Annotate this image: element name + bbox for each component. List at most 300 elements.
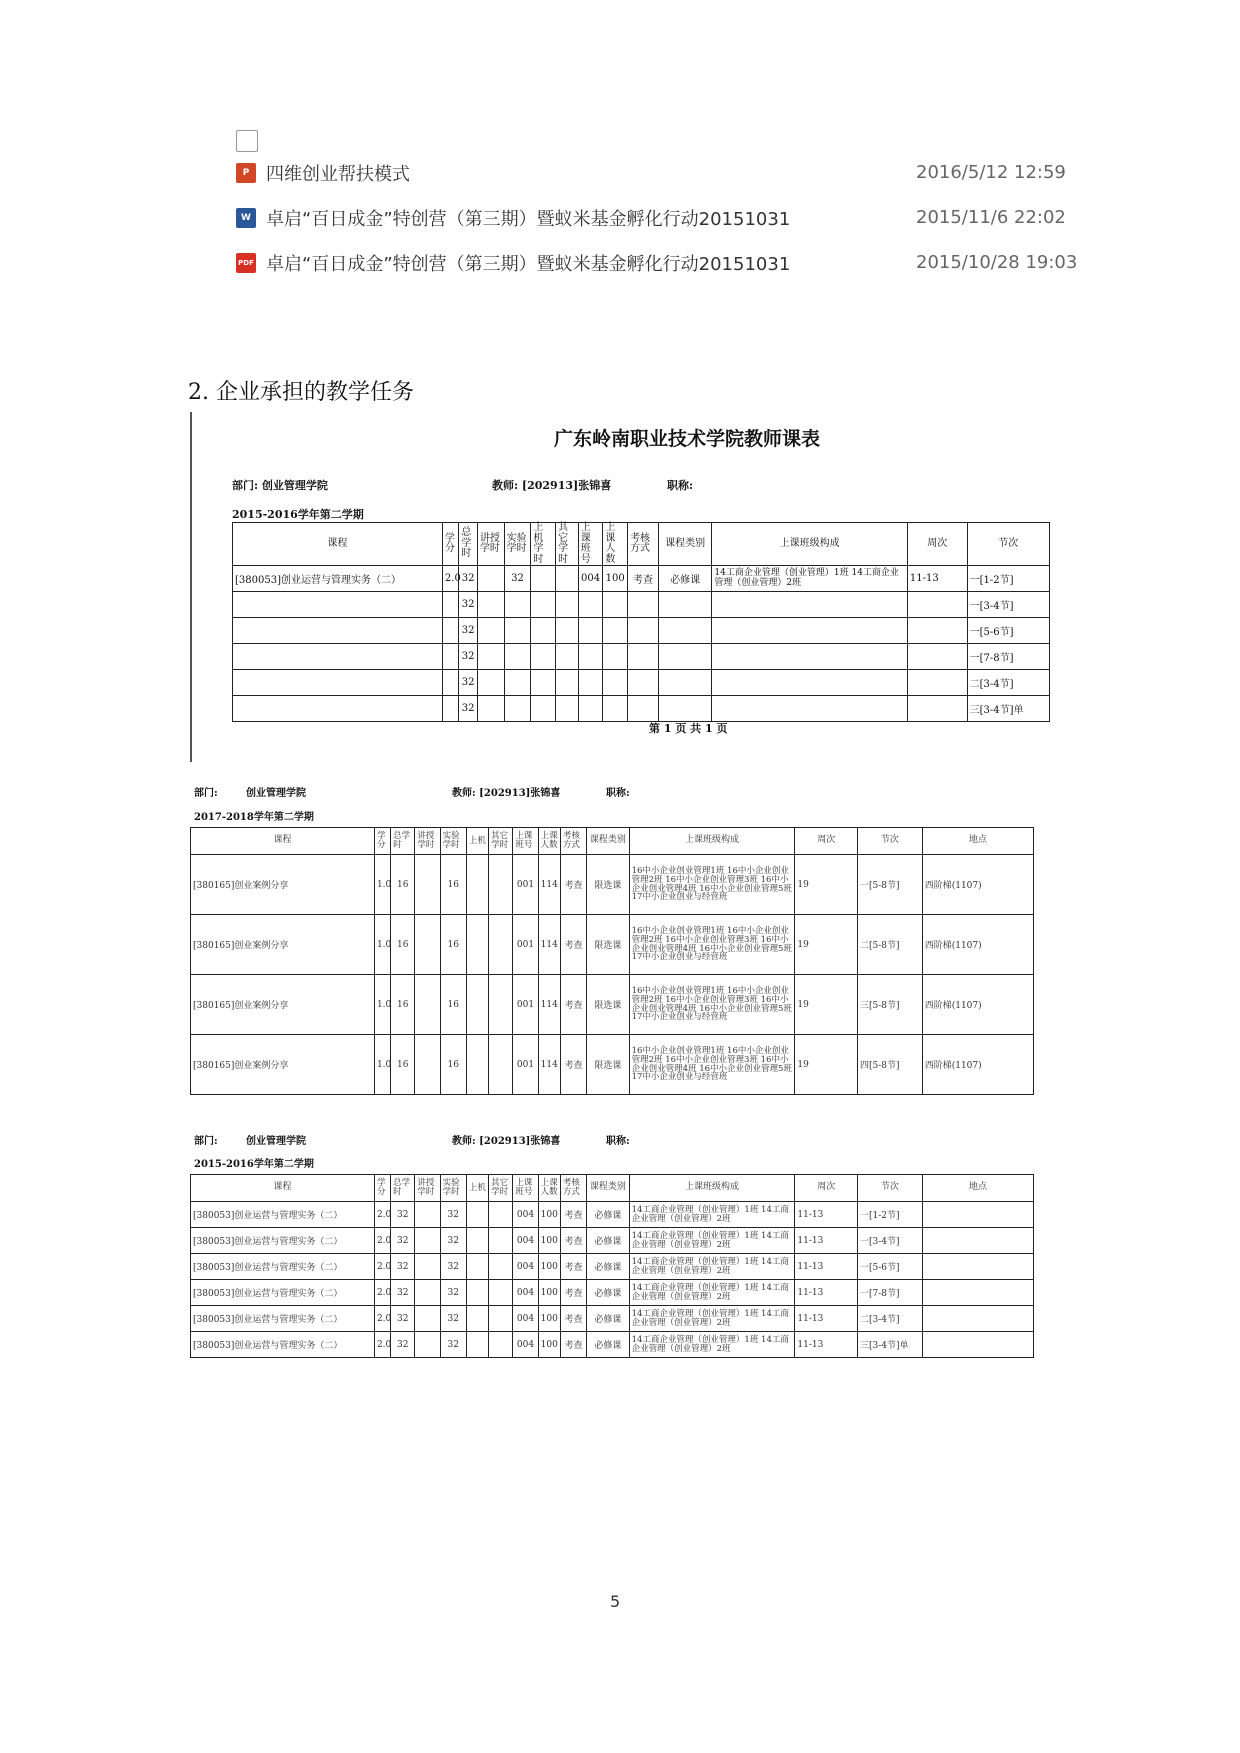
table-cell (531, 696, 556, 722)
term-label: 2017-2018学年第二学期 (194, 812, 314, 823)
column-header: 课程 (191, 828, 375, 855)
table-cell: 16 (391, 855, 415, 915)
schedule-table (190, 827, 1034, 1095)
table-row (191, 975, 1034, 1035)
table-cell: 14工商企业管理（创业管理）1班 14工商企业管理（创业管理）2班 (629, 1332, 795, 1358)
table-cell (415, 1254, 440, 1280)
column-header: 周次 (907, 523, 967, 566)
table-cell: 32 (440, 1332, 466, 1358)
table-cell (603, 644, 628, 670)
column-header: 上课班号 (578, 523, 603, 566)
table-cell: 32 (459, 670, 478, 696)
column-header: 上课班级构成 (712, 523, 908, 566)
column-header: 其它学时 (556, 523, 579, 566)
table-row (191, 1332, 1034, 1358)
table-row (191, 1280, 1034, 1306)
word-file-icon: W (236, 208, 256, 228)
table-cell (504, 670, 531, 696)
column-header: 实验学时 (504, 523, 531, 566)
table-cell (233, 696, 443, 722)
table-cell: 一[3-4节] (858, 1228, 923, 1254)
table-cell (489, 1332, 513, 1358)
table-cell (233, 592, 443, 618)
table-cell: 一[1-2节] (967, 566, 1049, 592)
table-cell (922, 1332, 1033, 1358)
department-label: 部门: (194, 788, 218, 799)
table-cell (922, 1306, 1033, 1332)
file-name: 卓启“百日成金”特创营（第三期）暨蚁米基金孵化行动20151031 (266, 253, 791, 275)
table-cell (466, 1280, 488, 1306)
table-cell (466, 855, 488, 915)
table-cell (556, 618, 579, 644)
table-cell (489, 1254, 513, 1280)
table-cell (466, 1306, 488, 1332)
file-name: 卓启“百日成金”特创营（第三期）暨蚁米基金孵化行动20151031 (266, 208, 791, 230)
column-header: 课程 (233, 523, 443, 566)
table-row (233, 566, 1050, 592)
column-header: 讲授学时 (477, 523, 504, 566)
column-header: 总学时 (391, 828, 415, 855)
position-label: 职称: (667, 479, 694, 492)
table-row (233, 670, 1050, 696)
generic-file-icon (236, 130, 258, 152)
table-cell: 19 (795, 975, 858, 1035)
column-header: 讲授学时 (415, 828, 440, 855)
table-cell: 16中小企业创业管理1班 16中小企业创业管理2班 16中小企业创业管理3班 16中小企业创业管理4班 16中小企业创业管理5班 17中小企业创业与经营班 (629, 855, 795, 915)
table-cell: 1.0 (374, 1035, 390, 1095)
table-cell: 19 (795, 1035, 858, 1095)
table-row (233, 592, 1050, 618)
table-row (233, 696, 1050, 722)
teacher-label: 教师: [202913]张锦喜 (452, 1136, 561, 1147)
table-cell: 11-13 (795, 1202, 858, 1228)
table-cell (466, 975, 488, 1035)
table-row (191, 1306, 1034, 1332)
table-cell (578, 670, 603, 696)
table-cell (922, 1254, 1033, 1280)
column-header: 学分 (374, 828, 390, 855)
table-cell: 004 (513, 1332, 538, 1358)
table-cell: 32 (459, 644, 478, 670)
table-cell: 2.0 (374, 1254, 390, 1280)
table-cell: 1.0 (374, 855, 390, 915)
table-cell: 32 (391, 1332, 415, 1358)
table-cell: 西阶梯(1107) (922, 915, 1033, 975)
table-cell: 001 (513, 915, 538, 975)
table-cell: 100 (538, 1254, 560, 1280)
table-cell (922, 1202, 1033, 1228)
table-cell (556, 696, 579, 722)
term-label: 2015-2016学年第二学期 (232, 508, 364, 521)
table-cell: [380053]创业运营与管理实务（二） (191, 1202, 375, 1228)
table-cell (415, 1228, 440, 1254)
table-cell: 一[1-2节] (858, 1202, 923, 1228)
table-cell (628, 618, 659, 644)
table-cell: 一[5-6节] (967, 618, 1049, 644)
table-cell: 西阶梯(1107) (922, 1035, 1033, 1095)
table-cell: 32 (459, 618, 478, 644)
table-cell: 16 (440, 1035, 466, 1095)
table-row (191, 1035, 1034, 1095)
file-list (236, 138, 1078, 285)
table-cell: 2.0 (442, 566, 458, 592)
table-cell (531, 592, 556, 618)
table-cell (603, 670, 628, 696)
table-cell (907, 670, 967, 696)
table-cell (415, 1035, 440, 1095)
department-value: 创业管理学院 (246, 1136, 306, 1147)
table-cell: 西阶梯(1107) (922, 975, 1033, 1035)
table-cell (489, 1306, 513, 1332)
column-header: 地点 (922, 828, 1033, 855)
table-cell: 32 (459, 696, 478, 722)
table-cell (466, 1254, 488, 1280)
table-cell (531, 670, 556, 696)
table-cell: 考查 (560, 1228, 586, 1254)
table-cell (489, 1228, 513, 1254)
table-cell: 16 (391, 1035, 415, 1095)
table-cell (531, 566, 556, 592)
table-cell: 100 (603, 566, 628, 592)
table-cell: 二[5-8节] (858, 915, 923, 975)
table-cell: 考查 (560, 855, 586, 915)
schedule-block-3 (190, 1128, 1050, 1368)
table-cell: 100 (538, 1202, 560, 1228)
column-header: 上课班号 (513, 1175, 538, 1202)
table-cell: 一[3-4节] (967, 592, 1049, 618)
table-cell: 32 (440, 1228, 466, 1254)
column-header: 上机 (466, 1175, 488, 1202)
table-cell: 32 (440, 1280, 466, 1306)
table-cell: 四[5-8节] (858, 1035, 923, 1095)
table-cell (556, 670, 579, 696)
file-row-cut (236, 132, 1066, 150)
table-cell: 004 (513, 1202, 538, 1228)
table-cell (504, 644, 531, 670)
table-cell: 三[5-8节] (858, 975, 923, 1035)
table-cell: 必修课 (587, 1306, 629, 1332)
column-header: 上课人数 (603, 523, 628, 566)
table-cell: 14工商企业管理（创业管理）1班 14工商企业管理（创业管理）2班 (712, 566, 908, 592)
table-cell: 2.0 (374, 1280, 390, 1306)
table-cell (628, 670, 659, 696)
column-header: 课程类别 (587, 1175, 629, 1202)
table-cell: 114 (538, 915, 560, 975)
table-cell: 考查 (560, 1280, 586, 1306)
table-cell (477, 670, 504, 696)
column-header: 考核方式 (560, 828, 586, 855)
file-row[interactable] (236, 240, 1078, 285)
table-cell (556, 644, 579, 670)
table-cell (504, 618, 531, 644)
table-cell (922, 1228, 1033, 1254)
pdf-file-icon: PDF (236, 253, 256, 273)
table-cell (712, 592, 908, 618)
schedule-block-1 (190, 412, 1052, 762)
table-cell: 004 (513, 1280, 538, 1306)
table-cell (628, 696, 659, 722)
table-header-row (191, 828, 1034, 855)
table-cell (628, 644, 659, 670)
table-cell: 14工商企业管理（创业管理）1班 14工商企业管理（创业管理）2班 (629, 1228, 795, 1254)
table-cell: 限选课 (587, 1035, 629, 1095)
table-cell: 考查 (560, 975, 586, 1035)
schedule-table (232, 522, 1050, 722)
table-cell (489, 855, 513, 915)
table-cell (907, 592, 967, 618)
table-cell (415, 1332, 440, 1358)
table-cell: 11-13 (795, 1254, 858, 1280)
table-cell: 001 (513, 975, 538, 1035)
table-cell: [380053]创业运营与管理实务（二） (191, 1254, 375, 1280)
position-label: 职称: (606, 788, 630, 799)
table-cell: 一[5-6节] (858, 1254, 923, 1280)
table-cell (415, 1306, 440, 1332)
table-cell: 004 (513, 1228, 538, 1254)
table-cell: 一[5-8节] (858, 855, 923, 915)
table-cell (466, 1202, 488, 1228)
table-cell (415, 975, 440, 1035)
column-header: 其它学时 (489, 828, 513, 855)
department-label: 部门: 创业管理学院 (232, 479, 328, 492)
column-header: 考核方式 (560, 1175, 586, 1202)
table-cell (603, 696, 628, 722)
table-cell (658, 644, 712, 670)
table-cell: 限选课 (587, 855, 629, 915)
table-cell: 必修课 (587, 1228, 629, 1254)
table-cell: 004 (513, 1306, 538, 1332)
table-cell: 32 (440, 1306, 466, 1332)
position-label: 职称: (606, 1136, 630, 1147)
table-cell: 32 (391, 1228, 415, 1254)
table-cell (603, 618, 628, 644)
column-header: 学分 (442, 523, 458, 566)
table-cell: 32 (391, 1306, 415, 1332)
table-cell (466, 1035, 488, 1095)
table-cell (233, 670, 443, 696)
table-cell: 14工商企业管理（创业管理）1班 14工商企业管理（创业管理）2班 (629, 1254, 795, 1280)
table-cell (489, 1035, 513, 1095)
table-cell: 二[3-4节] (858, 1306, 923, 1332)
table-cell: 114 (538, 975, 560, 1035)
table-cell (556, 592, 579, 618)
column-header: 上课班级构成 (629, 828, 795, 855)
table-cell: 必修课 (587, 1254, 629, 1280)
department-label: 部门: (194, 1136, 218, 1147)
table-cell (466, 1332, 488, 1358)
column-header: 上机学时 (531, 523, 556, 566)
table-cell: 二[3-4节] (967, 670, 1049, 696)
file-name: 四维创业帮扶模式 (266, 163, 410, 185)
column-header: 节次 (858, 1175, 923, 1202)
table-cell (712, 644, 908, 670)
table-cell (556, 566, 579, 592)
file-date: 2016/5/12 12:59 (916, 162, 1066, 183)
table-cell: 19 (795, 855, 858, 915)
file-date: 2015/11/6 22:02 (916, 207, 1066, 228)
table-cell: 1.0 (374, 915, 390, 975)
table-cell: 三[3-4节]单 (858, 1332, 923, 1358)
table-cell: 32 (459, 566, 478, 592)
table-cell: 三[3-4节]单 (967, 696, 1049, 722)
table-cell: 100 (538, 1332, 560, 1358)
table-cell: [380053]创业运营与管理实务（二） (191, 1306, 375, 1332)
column-header: 学分 (374, 1175, 390, 1202)
table-cell: [380165]创业案例分享 (191, 1035, 375, 1095)
table-cell: 考查 (560, 1306, 586, 1332)
table-cell: 16 (391, 915, 415, 975)
table-cell (442, 644, 458, 670)
table-cell: 16中小企业创业管理1班 16中小企业创业管理2班 16中小企业创业管理3班 16中小企业创业管理4班 16中小企业创业管理5班 17中小企业创业与经营班 (629, 975, 795, 1035)
table-cell (477, 592, 504, 618)
table-cell (477, 618, 504, 644)
column-header: 上课班号 (513, 828, 538, 855)
table-row (191, 1228, 1034, 1254)
page-number: 5 (610, 1592, 621, 1611)
table-cell (442, 696, 458, 722)
table-cell (415, 915, 440, 975)
table-cell: 2.0 (374, 1228, 390, 1254)
table-cell: 16 (440, 915, 466, 975)
table-cell (504, 696, 531, 722)
table-cell: 100 (538, 1280, 560, 1306)
table-cell: 14工商企业管理（创业管理）1班 14工商企业管理（创业管理）2班 (629, 1306, 795, 1332)
table-cell: 限选课 (587, 915, 629, 975)
table-cell: 考查 (628, 566, 659, 592)
table-cell (658, 592, 712, 618)
table-cell (907, 696, 967, 722)
table-cell: 16中小企业创业管理1班 16中小企业创业管理2班 16中小企业创业管理3班 16中小企业创业管理4班 16中小企业创业管理5班 17中小企业创业与经营班 (629, 915, 795, 975)
table-cell: [380053]创业运营与管理实务（二） (191, 1228, 375, 1254)
table-cell: 11-13 (795, 1228, 858, 1254)
table-header-row (191, 1175, 1034, 1202)
table-cell: 32 (440, 1202, 466, 1228)
table-cell: 16 (440, 975, 466, 1035)
table-cell: 1.0 (374, 975, 390, 1035)
schedule-table (190, 1174, 1034, 1358)
table-cell: 考查 (560, 915, 586, 975)
table-cell: 2.0 (374, 1306, 390, 1332)
table-cell (442, 592, 458, 618)
table-cell (415, 1280, 440, 1306)
table-row (191, 855, 1034, 915)
schedule-block-2 (190, 780, 1050, 1090)
table-cell: 100 (538, 1228, 560, 1254)
table-cell: 必修课 (587, 1332, 629, 1358)
table-cell: [380165]创业案例分享 (191, 855, 375, 915)
table-cell (628, 592, 659, 618)
table-cell (578, 696, 603, 722)
table-cell (578, 618, 603, 644)
table-cell: 32 (459, 592, 478, 618)
table-cell: 004 (578, 566, 603, 592)
column-header: 上课人数 (538, 828, 560, 855)
table-cell (489, 915, 513, 975)
column-header: 课程 (191, 1175, 375, 1202)
table-cell: 必修课 (658, 566, 712, 592)
schedule-title: 广东岭南职业技术学院教师课表 (554, 428, 821, 450)
table-cell (415, 855, 440, 915)
teacher-label: 教师: [202913]张锦喜 (492, 479, 612, 492)
table-cell (712, 670, 908, 696)
table-cell (477, 696, 504, 722)
table-cell: 11-13 (907, 566, 967, 592)
table-cell (658, 618, 712, 644)
table-cell (658, 670, 712, 696)
column-header: 实验学时 (440, 828, 466, 855)
column-header: 实验学时 (440, 1175, 466, 1202)
table-cell: 32 (504, 566, 531, 592)
table-cell: 考查 (560, 1035, 586, 1095)
table-cell (578, 592, 603, 618)
table-cell: 100 (538, 1306, 560, 1332)
column-header: 节次 (858, 828, 923, 855)
table-cell (531, 644, 556, 670)
table-cell (504, 592, 531, 618)
table-cell (603, 592, 628, 618)
table-cell: 114 (538, 855, 560, 915)
table-row (191, 1202, 1034, 1228)
table-cell (489, 1202, 513, 1228)
table-cell (233, 618, 443, 644)
table-cell: 11-13 (795, 1306, 858, 1332)
table-cell: 19 (795, 915, 858, 975)
table-cell (712, 618, 908, 644)
table-cell (658, 696, 712, 722)
table-cell (442, 670, 458, 696)
column-header: 课程类别 (658, 523, 712, 566)
file-row[interactable] (236, 118, 1066, 163)
file-row[interactable] (236, 195, 1066, 240)
table-cell: 114 (538, 1035, 560, 1095)
page-footer: 第 1 页 共 1 页 (649, 722, 728, 735)
table-cell: [380053]创业运营与管理实务（二） (191, 1332, 375, 1358)
teacher-label: 教师: [202913]张锦喜 (452, 788, 561, 799)
table-cell: [380053]创业运营与管理实务（二） (191, 1280, 375, 1306)
table-cell: 2.0 (374, 1332, 390, 1358)
table-cell: 必修课 (587, 1280, 629, 1306)
table-cell: 11-13 (795, 1280, 858, 1306)
table-cell: [380165]创业案例分享 (191, 915, 375, 975)
table-cell (907, 618, 967, 644)
table-cell (477, 644, 504, 670)
table-cell (442, 618, 458, 644)
table-cell: 考查 (560, 1332, 586, 1358)
table-row (191, 1254, 1034, 1280)
table-cell (489, 1280, 513, 1306)
table-cell: 32 (391, 1202, 415, 1228)
column-header: 上机 (466, 828, 488, 855)
table-header-row (233, 523, 1050, 566)
table-cell: 14工商企业管理（创业管理）1班 14工商企业管理（创业管理）2班 (629, 1202, 795, 1228)
column-header: 讲授学时 (415, 1175, 440, 1202)
table-cell: 一[7-8节] (858, 1280, 923, 1306)
table-cell (233, 644, 443, 670)
table-cell (477, 566, 504, 592)
column-header: 上课班级构成 (629, 1175, 795, 1202)
table-cell: 16 (391, 975, 415, 1035)
table-cell: 必修课 (587, 1202, 629, 1228)
table-cell: 一[7-8节] (967, 644, 1049, 670)
table-cell: 004 (513, 1254, 538, 1280)
file-date: 2015/10/28 19:03 (916, 252, 1078, 273)
column-header: 周次 (795, 828, 858, 855)
column-header: 总学时 (459, 523, 478, 566)
table-cell (466, 1228, 488, 1254)
column-header: 其它学时 (489, 1175, 513, 1202)
table-cell: 001 (513, 855, 538, 915)
table-cell: 2.0 (374, 1202, 390, 1228)
